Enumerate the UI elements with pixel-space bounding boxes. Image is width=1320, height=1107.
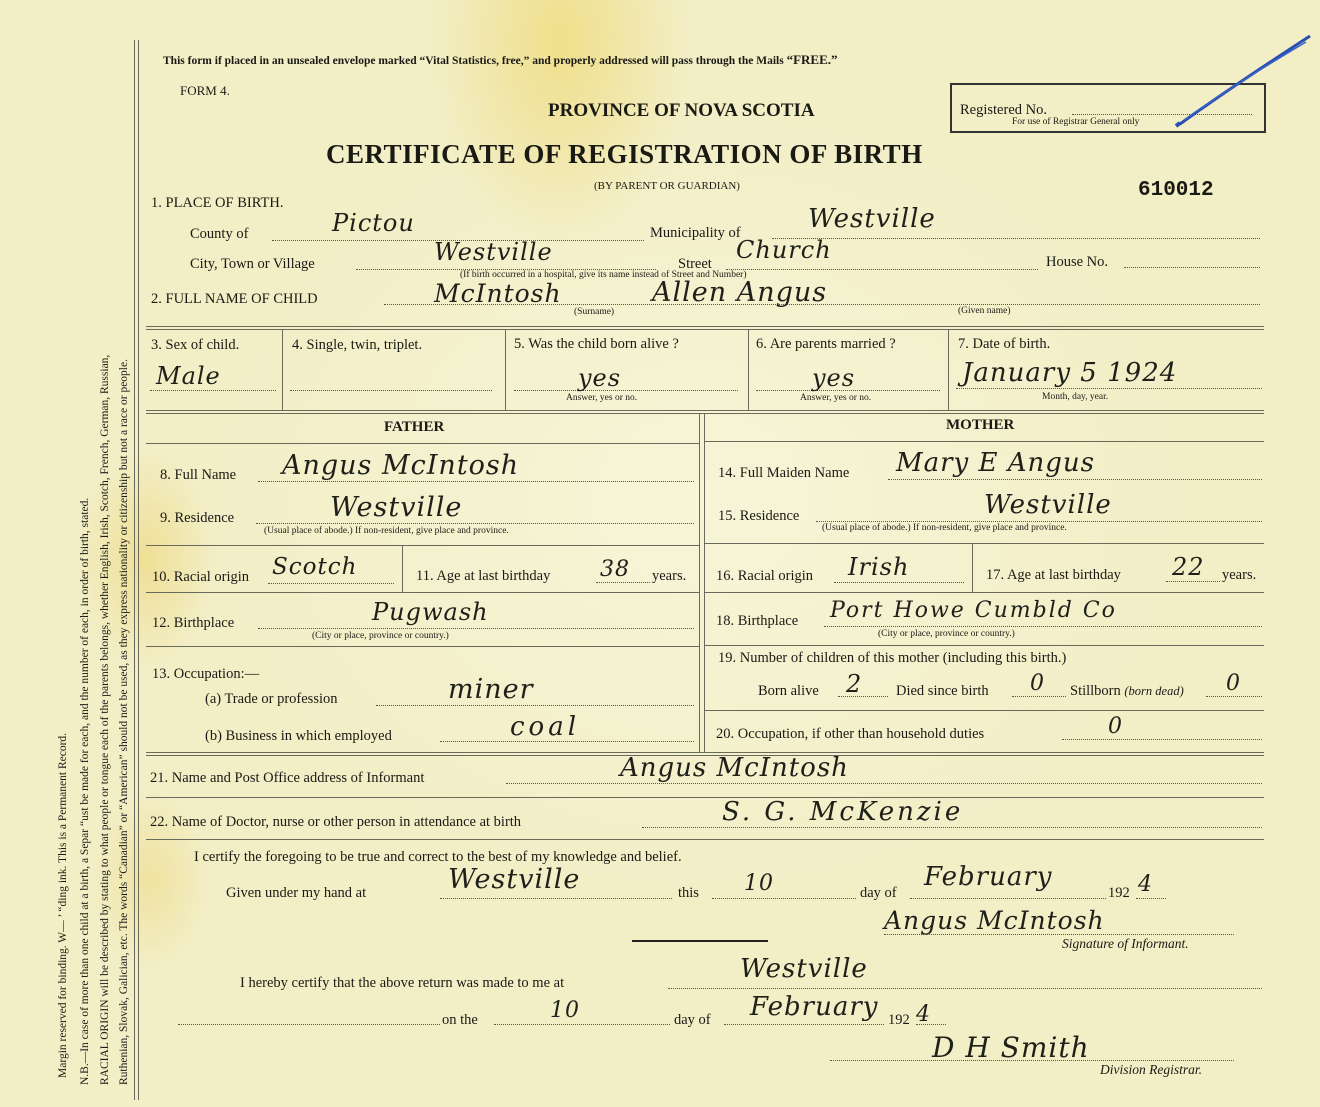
mother-occupation-value: 0 (1108, 714, 1123, 739)
child-surname-value: McIntosh (434, 279, 562, 308)
row-divider (146, 410, 1264, 411)
dob-line (956, 388, 1262, 389)
city-label: City, Town or Village (190, 256, 315, 272)
dob-label: 7. Date of birth. (958, 336, 1051, 352)
father-residence-note: (Usual place of abode.) If non-resident, give place and province. (264, 526, 509, 536)
given-year-prefix: 192 (1108, 885, 1130, 901)
sidebar-note-4: Ruthenian, Slovak, Galician, etc. The words “Canadian” or “American” should not be used, as they express nationality or citizenship but not a race or people. (118, 359, 130, 1085)
municipality-line (772, 238, 1260, 239)
municipality-label: Municipality of (650, 225, 741, 241)
father-age-unit: years. (652, 568, 687, 584)
row-divider (146, 443, 699, 444)
father-name-label: 8. Full Name (160, 467, 237, 483)
col-divider (282, 330, 283, 410)
registrar-place-line (668, 988, 1262, 989)
this-label: this (678, 885, 699, 901)
margin-line (134, 40, 135, 1100)
ink-checkmark (1170, 28, 1320, 138)
given-day-line (712, 898, 856, 899)
mail-notice-free: “FREE.” (786, 52, 838, 67)
house-number-label: House No. (1046, 254, 1109, 270)
died-since-birth-label: Died since birth (896, 683, 989, 699)
doctor-value: S. G. McKenzie (722, 797, 964, 827)
dob-value: January 5 1924 (962, 358, 1178, 388)
mother-racial-value: Irish (848, 553, 910, 581)
col-divider (972, 544, 973, 592)
row-divider (705, 710, 1264, 711)
father-birthplace-line (258, 628, 694, 629)
married-label: 6. Are parents married ? (756, 336, 896, 352)
informant-value: Angus McIntosh (620, 753, 849, 783)
father-age-label: 11. Age at last birthday (416, 568, 551, 584)
mother-racial-line (834, 582, 964, 583)
col-divider (748, 330, 749, 410)
trade-value: miner (448, 674, 534, 705)
row-divider (705, 645, 1264, 646)
plurality-line (290, 390, 492, 391)
sex-line (150, 390, 276, 391)
parent-divider (704, 414, 705, 752)
child-given-value: Allen Angus (652, 277, 828, 308)
given-year-value: 4 (1138, 872, 1153, 897)
informant-label: 21. Name and Post Office address of Informant (150, 770, 425, 786)
child-name-label: 2. FULL NAME OF CHILD (151, 291, 318, 307)
father-birthplace-label: 12. Birthplace (152, 615, 235, 631)
mother-age-label: 17. Age at last birthday (986, 567, 1121, 583)
row-divider (705, 441, 1264, 442)
surname-caption: (Surname) (574, 307, 615, 317)
row-divider (146, 545, 699, 546)
row-divider (146, 326, 1264, 327)
registrar-day-value: 10 (550, 998, 580, 1023)
mother-name-line (888, 479, 1262, 480)
registrar-day-line (494, 1024, 670, 1025)
sex-label: 3. Sex of child. (151, 337, 240, 353)
mother-age-unit: years. (1222, 567, 1257, 583)
mother-occupation-line (1062, 739, 1262, 740)
registrar-leading-line (178, 1024, 440, 1025)
mother-birthplace-line (824, 626, 1262, 627)
doctor-label: 22. Name of Doctor, nurse or other person in attendance at birth (150, 814, 522, 830)
registrar-signature-line (830, 1060, 1234, 1061)
married-caption: Answer, yes or no. (800, 393, 872, 403)
certificate-title: CERTIFICATE OF REGISTRATION OF BIRTH (326, 139, 923, 169)
born-alive-label: Born alive (758, 683, 819, 699)
mail-notice-text: This form if placed in an unsealed envelope marked “Vital Statistics, free,” and properly addressed will pass through the Mails (163, 55, 784, 67)
given-under-hand-label: Given under my hand at (226, 885, 367, 901)
doctor-line (642, 827, 1262, 828)
business-value: coal (510, 712, 581, 742)
row-divider (705, 543, 1264, 544)
alive-caption: Answer, yes or no. (566, 393, 638, 403)
on-the-label: on the (442, 1012, 478, 1028)
row-divider (146, 839, 1264, 840)
died-since-birth-line (1012, 696, 1066, 697)
alive-line (514, 390, 738, 391)
father-racial-value: Scotch (272, 554, 358, 580)
mother-occupation-label: 20. Occupation, if other than household duties (716, 726, 985, 742)
mother-birthplace-label: 18. Birthplace (716, 613, 799, 629)
street-label: Street (678, 256, 712, 272)
sidebar-note-2: N.B.—In case of more than one child at a birth, a Separ “ust be made for each, and the number of each, in order of birth, stated. (79, 497, 91, 1085)
row-divider (146, 413, 1264, 414)
father-racial-label: 10. Racial origin (152, 569, 250, 585)
informant-signature: Angus McIntosh (884, 906, 1105, 935)
given-name-caption: (Given name) (958, 306, 1011, 316)
registered-label: Registered No. (960, 102, 1047, 118)
city-value: Westville (434, 238, 553, 266)
street-value: Church (736, 236, 832, 264)
informant-line (506, 783, 1262, 784)
given-day-of-label: day of (860, 885, 897, 901)
dob-caption: Month, day, year. (1042, 392, 1109, 402)
trade-label: (a) Trade or profession (205, 691, 338, 707)
house-number-line (1124, 267, 1260, 268)
father-age-value: 38 (600, 557, 630, 582)
mail-notice (163, 53, 838, 68)
informant-signature-caption: Signature of Informant. (1062, 936, 1189, 951)
registrar-signature: D H Smith (932, 1031, 1090, 1064)
mother-residence-value: Westville (984, 490, 1112, 520)
form-number: FORM 4. (180, 83, 230, 98)
occupation-label: 13. Occupation:— (152, 666, 260, 682)
mother-name-value: Mary E Angus (896, 448, 1096, 478)
stillborn-note: (born dead) (1124, 684, 1184, 698)
died-since-birth-value: 0 (1030, 671, 1045, 696)
mother-age-value: 22 (1172, 553, 1205, 581)
mother-name-label: 14. Full Maiden Name (718, 465, 850, 481)
father-name-value: Angus McIntosh (282, 450, 520, 481)
row-divider (146, 592, 699, 593)
registered-note: For use of Registrar General only (1012, 117, 1140, 127)
row-divider (146, 329, 1264, 330)
sidebar-note-3: RACIAL ORIGIN will be described by stating to what people or tongue each of the parents belongs, whether English, Irish, Scotch, French, German, Russian, (99, 354, 111, 1085)
father-residence-label: 9. Residence (160, 510, 235, 526)
registrar-month-line (724, 1024, 884, 1025)
certify-statement: I certify the foregoing to be true and correct to the best of my knowledge and belief. (194, 849, 682, 865)
born-alive-value: 2 (846, 670, 863, 698)
business-label: (b) Business in which employed (205, 728, 392, 744)
margin-line (138, 40, 139, 1100)
col-divider (402, 546, 403, 592)
father-name-line (258, 481, 694, 482)
given-month-line (910, 898, 1106, 899)
mother-residence-note: (Usual place of abode.) If non-resident, give place and province. (822, 523, 1067, 533)
mother-birthplace-value: Port Howe Cumbld Co (830, 598, 1117, 623)
stillborn-text: Stillborn (1070, 683, 1121, 699)
given-month-value: February (924, 862, 1053, 892)
trade-line (376, 705, 694, 706)
given-place-value: Westville (448, 864, 581, 895)
alive-label: 5. Was the child born alive ? (514, 336, 679, 352)
registrar-day-of-label: day of (674, 1012, 711, 1028)
separator-line (632, 940, 768, 942)
col-divider (505, 330, 506, 410)
sex-value: Male (156, 362, 221, 390)
stillborn-value: 0 (1226, 671, 1241, 696)
father-age-line (596, 582, 650, 583)
father-birthplace-value: Pugwash (372, 598, 489, 626)
informant-signature-line (884, 934, 1234, 935)
children-label: 19. Number of children of this mother (including this birth.) (718, 650, 1067, 666)
given-year-line (1136, 898, 1166, 899)
registrar-place-value: Westville (740, 954, 868, 984)
col-divider (948, 330, 949, 410)
county-label: County of (190, 226, 249, 242)
mother-residence-label: 15. Residence (718, 508, 800, 524)
province-heading: PROVINCE OF NOVA SCOTIA (548, 100, 815, 121)
mother-residence-line (816, 521, 1262, 522)
given-place-line (440, 898, 672, 899)
mother-birthplace-note: (City or place, province or country.) (878, 629, 1015, 639)
municipality-value: Westville (808, 204, 936, 234)
sidebar-note-1: Margin reserved for binding. W— ’ “ding ink. This is a Permanent Record. (57, 732, 69, 1078)
street-line (726, 269, 1038, 270)
plurality-label: 4. Single, twin, triplet. (292, 337, 423, 353)
married-value: yes (812, 364, 856, 392)
given-day-value: 10 (744, 871, 774, 896)
parent-divider (699, 414, 700, 752)
county-value: Pictou (332, 209, 415, 237)
father-residence-value: Westville (330, 492, 463, 523)
hospital-note: (If birth occurred in a hospital, give its name instead of Street and Number) (460, 270, 747, 280)
registrar-caption: Division Registrar. (1100, 1062, 1203, 1077)
father-racial-line (268, 583, 394, 584)
registrar-year-prefix: 192 (888, 1012, 910, 1028)
certificate-subtitle: (BY PARENT OR GUARDIAN) (594, 180, 740, 192)
father-residence-line (256, 523, 694, 524)
stillborn-label (1070, 684, 1184, 699)
row-divider (705, 592, 1264, 593)
mother-age-line (1166, 581, 1220, 582)
alive-value: yes (578, 364, 622, 392)
place-of-birth-label: 1. PLACE OF BIRTH. (151, 195, 284, 211)
mother-racial-label: 16. Racial origin (716, 568, 814, 584)
certificate-number: 610012 (1138, 179, 1214, 202)
row-divider (146, 797, 1264, 798)
mother-heading: MOTHER (946, 417, 1015, 433)
stillborn-line (1206, 696, 1262, 697)
registrar-year-value: 4 (916, 1002, 931, 1027)
registrar-month-value: February (750, 992, 879, 1022)
registrar-statement: I hereby certify that the above return was made to me at (240, 975, 565, 991)
father-heading: FATHER (384, 419, 445, 435)
row-divider (146, 646, 699, 647)
father-birthplace-note: (City or place, province or country.) (312, 631, 449, 641)
